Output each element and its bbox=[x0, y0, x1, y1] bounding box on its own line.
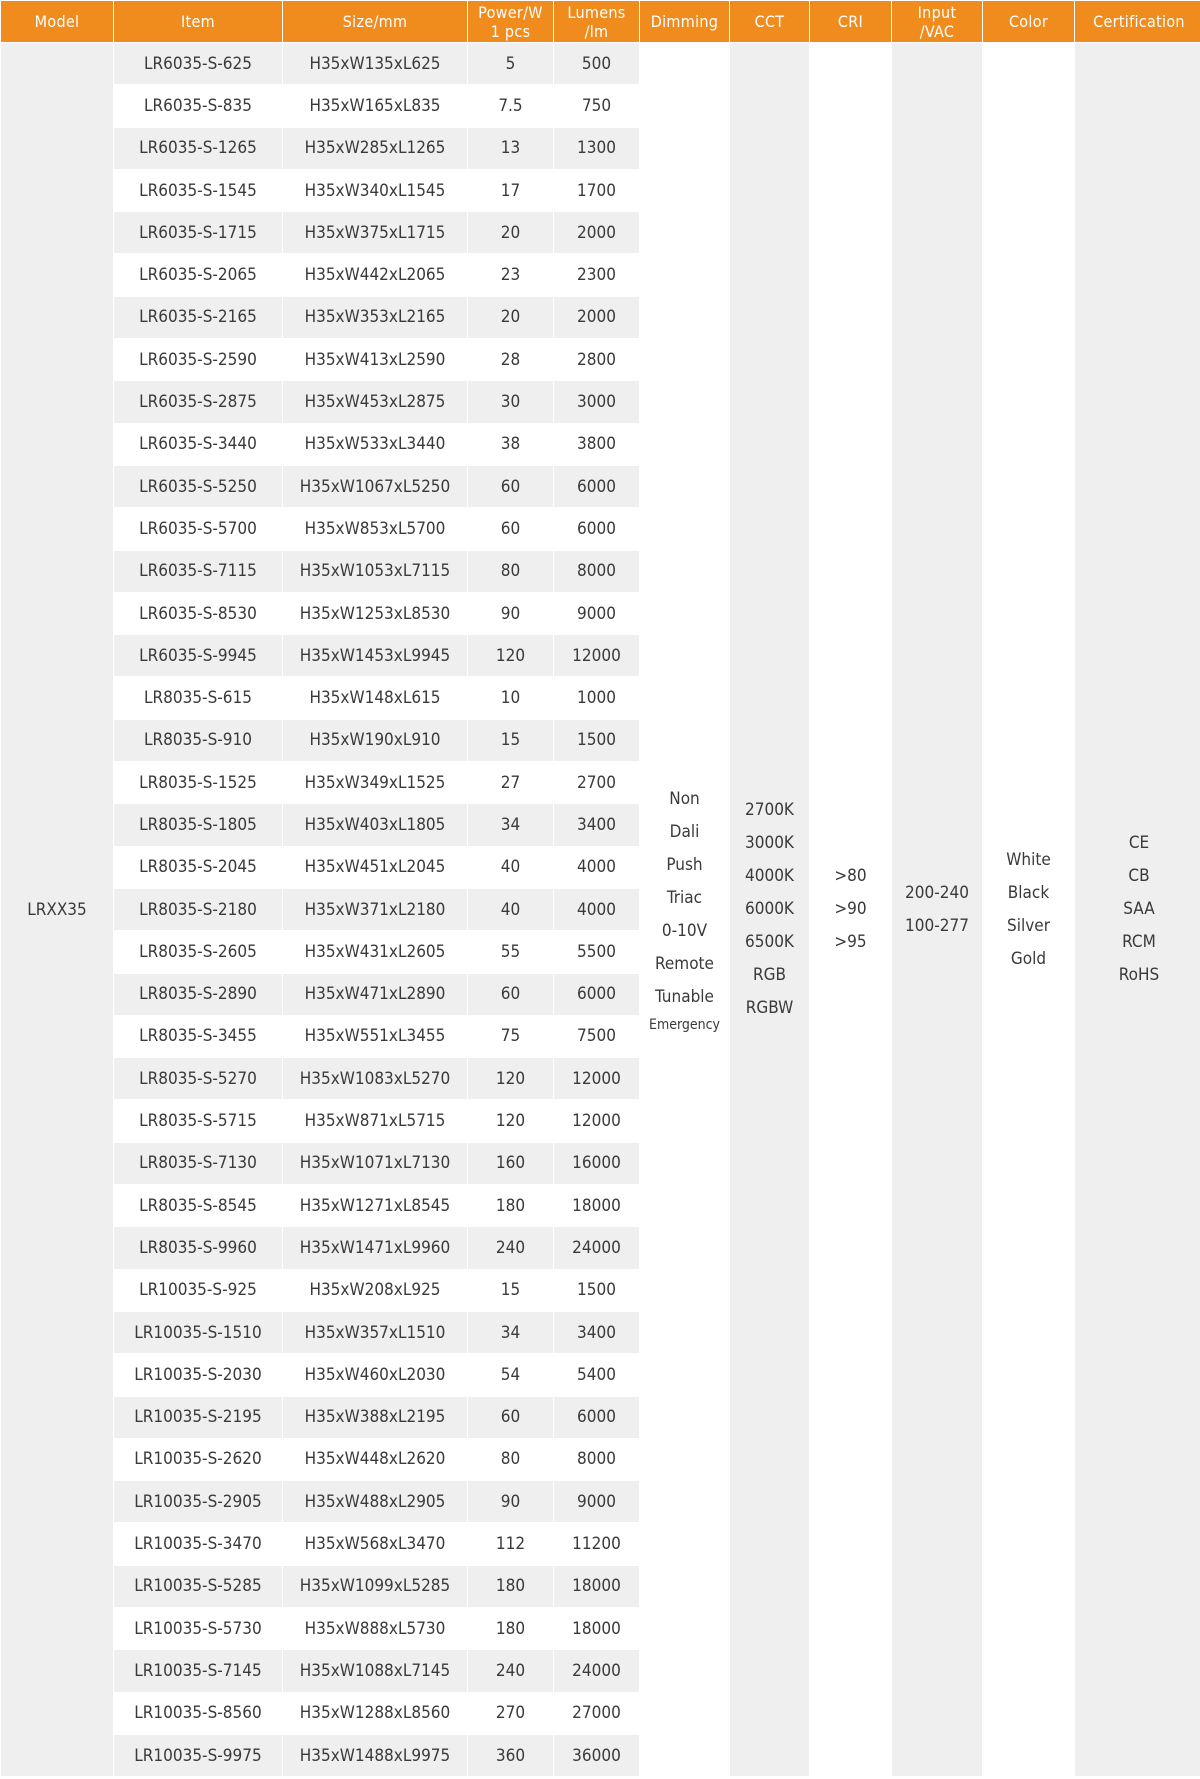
size-cell: H35xW165xL835 bbox=[283, 85, 467, 126]
lumens-cell: 1500 bbox=[554, 1270, 639, 1311]
item-cell: LR10035-S-1510 bbox=[114, 1312, 282, 1353]
item-cell: LR10035-S-2905 bbox=[114, 1481, 282, 1522]
item-cell: LR8035-S-5270 bbox=[114, 1058, 282, 1099]
item-cell: LR6035-S-3440 bbox=[114, 424, 282, 465]
item-cell: LR8035-S-3455 bbox=[114, 1016, 282, 1057]
lumens-cell: 18000 bbox=[554, 1608, 639, 1649]
lumens-cell: 18000 bbox=[554, 1566, 639, 1607]
header-item: Item bbox=[114, 1, 282, 42]
certification-cell bbox=[1075, 43, 1200, 1776]
color-value: Gold bbox=[1010, 948, 1047, 969]
item-cell: LR6035-S-9945 bbox=[114, 635, 282, 676]
size-cell: H35xW1288xL8560 bbox=[283, 1693, 467, 1734]
size-cell: H35xW353xL2165 bbox=[283, 297, 467, 338]
power-cell: 112 bbox=[468, 1523, 553, 1564]
size-cell: H35xW1471xL9960 bbox=[283, 1227, 467, 1268]
power-cell: 160 bbox=[468, 1143, 553, 1184]
lumens-cell: 2300 bbox=[554, 254, 639, 295]
item-cell: LR10035-S-9975 bbox=[114, 1735, 282, 1776]
cri-value: >95 bbox=[834, 932, 867, 953]
power-cell: 10 bbox=[468, 677, 553, 718]
cct-value: 3000K bbox=[745, 833, 794, 854]
lumens-cell: 27000 bbox=[554, 1693, 639, 1734]
lumens-cell: 3800 bbox=[554, 424, 639, 465]
lumens-cell: 2800 bbox=[554, 339, 639, 380]
size-cell: H35xW190xL910 bbox=[283, 720, 467, 761]
power-cell: 90 bbox=[468, 593, 553, 634]
header-cri: CRI bbox=[810, 1, 891, 42]
certification-value: SAA bbox=[1123, 899, 1155, 920]
cct-value: 6500K bbox=[745, 932, 794, 953]
item-cell: LR10035-S-5730 bbox=[114, 1608, 282, 1649]
size-cell: H35xW285xL1265 bbox=[283, 128, 467, 169]
item-cell: LR6035-S-1715 bbox=[114, 212, 282, 253]
header-power-line-2: 1 pcs bbox=[490, 21, 531, 41]
power-cell: 5 bbox=[468, 43, 553, 84]
size-cell: H35xW357xL1510 bbox=[283, 1312, 467, 1353]
input-value: 100-277 bbox=[905, 915, 969, 936]
header-input-line-2: /VAC bbox=[919, 21, 955, 41]
header-dimming: Dimming bbox=[640, 1, 729, 42]
item-cell: LR10035-S-925 bbox=[114, 1270, 282, 1311]
lumens-cell: 2700 bbox=[554, 762, 639, 803]
size-cell: H35xW1099xL5285 bbox=[283, 1566, 467, 1607]
cri-value: >90 bbox=[834, 899, 867, 920]
lumens-cell: 18000 bbox=[554, 1185, 639, 1226]
size-cell: H35xW388xL2195 bbox=[283, 1397, 467, 1438]
power-cell: 7.5 bbox=[468, 85, 553, 126]
power-cell: 40 bbox=[468, 847, 553, 888]
power-cell: 60 bbox=[468, 508, 553, 549]
power-cell: 34 bbox=[468, 804, 553, 845]
power-cell: 120 bbox=[468, 1058, 553, 1099]
dimming-value: Emergency bbox=[648, 1017, 721, 1034]
power-cell: 40 bbox=[468, 889, 553, 930]
power-cell: 54 bbox=[468, 1354, 553, 1395]
power-cell: 180 bbox=[468, 1608, 553, 1649]
item-cell: LR6035-S-2065 bbox=[114, 254, 282, 295]
color-value: Silver bbox=[1007, 915, 1050, 936]
size-cell: H35xW551xL3455 bbox=[283, 1016, 467, 1057]
item-cell: LR8035-S-2890 bbox=[114, 974, 282, 1015]
size-cell: H35xW442xL2065 bbox=[283, 254, 467, 295]
size-cell: H35xW460xL2030 bbox=[283, 1354, 467, 1395]
power-cell: 20 bbox=[468, 212, 553, 253]
item-cell: LR8035-S-7130 bbox=[114, 1143, 282, 1184]
power-cell: 23 bbox=[468, 254, 553, 295]
lumens-cell: 1500 bbox=[554, 720, 639, 761]
size-cell: H35xW135xL625 bbox=[283, 43, 467, 84]
size-cell: H35xW451xL2045 bbox=[283, 847, 467, 888]
lumens-cell: 6000 bbox=[554, 466, 639, 507]
certification-value: CB bbox=[1128, 866, 1150, 887]
item-cell: LR8035-S-1805 bbox=[114, 804, 282, 845]
lumens-cell: 8000 bbox=[554, 1439, 639, 1480]
power-cell: 34 bbox=[468, 1312, 553, 1353]
power-cell: 20 bbox=[468, 297, 553, 338]
size-cell: H35xW349xL1525 bbox=[283, 762, 467, 803]
lumens-cell: 4000 bbox=[554, 889, 639, 930]
lumens-cell: 24000 bbox=[554, 1227, 639, 1268]
power-cell: 27 bbox=[468, 762, 553, 803]
item-cell: LR8035-S-910 bbox=[114, 720, 282, 761]
certification-value: RoHS bbox=[1118, 965, 1160, 986]
lumens-cell: 2000 bbox=[554, 297, 639, 338]
color-value: Black bbox=[1007, 882, 1050, 903]
power-cell: 80 bbox=[468, 551, 553, 592]
power-cell: 60 bbox=[468, 466, 553, 507]
power-cell: 38 bbox=[468, 424, 553, 465]
size-cell: H35xW1253xL8530 bbox=[283, 593, 467, 634]
item-cell: LR6035-S-2165 bbox=[114, 297, 282, 338]
size-cell: H35xW403xL1805 bbox=[283, 804, 467, 845]
power-cell: 60 bbox=[468, 974, 553, 1015]
dimming-value: Remote bbox=[655, 954, 714, 975]
size-cell: H35xW1083xL5270 bbox=[283, 1058, 467, 1099]
power-cell: 17 bbox=[468, 170, 553, 211]
item-cell: LR8035-S-2045 bbox=[114, 847, 282, 888]
lumens-cell: 6000 bbox=[554, 508, 639, 549]
item-cell: LR6035-S-2875 bbox=[114, 381, 282, 422]
cct-cell bbox=[730, 43, 809, 1776]
color-value: White bbox=[1006, 849, 1051, 870]
size-cell: H35xW888xL5730 bbox=[283, 1608, 467, 1649]
header-power bbox=[468, 1, 553, 42]
item-cell: LR10035-S-2620 bbox=[114, 1439, 282, 1480]
lumens-cell: 1000 bbox=[554, 677, 639, 718]
size-cell: H35xW533xL3440 bbox=[283, 424, 467, 465]
item-cell: LR6035-S-835 bbox=[114, 85, 282, 126]
lumens-cell: 1700 bbox=[554, 170, 639, 211]
size-cell: H35xW208xL925 bbox=[283, 1270, 467, 1311]
power-cell: 180 bbox=[468, 1185, 553, 1226]
color-cell bbox=[983, 43, 1074, 1776]
size-cell: H35xW148xL615 bbox=[283, 677, 467, 718]
header-input bbox=[892, 1, 982, 42]
power-cell: 28 bbox=[468, 339, 553, 380]
size-cell: H35xW371xL2180 bbox=[283, 889, 467, 930]
header-color: Color bbox=[983, 1, 1074, 42]
input-cell bbox=[892, 43, 982, 1776]
lumens-cell: 5400 bbox=[554, 1354, 639, 1395]
item-cell: LR8035-S-5715 bbox=[114, 1100, 282, 1141]
cri-cell bbox=[810, 43, 891, 1776]
lumens-cell: 6000 bbox=[554, 974, 639, 1015]
dimming-value: Dali bbox=[669, 822, 700, 843]
lumens-cell: 5500 bbox=[554, 931, 639, 972]
lumens-cell: 9000 bbox=[554, 593, 639, 634]
cct-value: RGB bbox=[753, 965, 786, 986]
size-cell: H35xW375xL1715 bbox=[283, 212, 467, 253]
header-size: Size/mm bbox=[283, 1, 467, 42]
item-cell: LR8035-S-9960 bbox=[114, 1227, 282, 1268]
header-certification: Certification bbox=[1075, 1, 1200, 42]
power-cell: 240 bbox=[468, 1227, 553, 1268]
item-cell: LR10035-S-8560 bbox=[114, 1693, 282, 1734]
size-cell: H35xW340xL1545 bbox=[283, 170, 467, 211]
item-cell: LR6035-S-625 bbox=[114, 43, 282, 84]
item-cell: LR10035-S-7145 bbox=[114, 1650, 282, 1691]
lumens-cell: 3000 bbox=[554, 381, 639, 422]
lumens-cell: 16000 bbox=[554, 1143, 639, 1184]
power-cell: 60 bbox=[468, 1397, 553, 1438]
lumens-cell: 750 bbox=[554, 85, 639, 126]
power-cell: 15 bbox=[468, 720, 553, 761]
size-cell: H35xW1453xL9945 bbox=[283, 635, 467, 676]
power-cell: 80 bbox=[468, 1439, 553, 1480]
power-cell: 120 bbox=[468, 1100, 553, 1141]
item-cell: LR6035-S-5700 bbox=[114, 508, 282, 549]
power-cell: 90 bbox=[468, 1481, 553, 1522]
input-value: 200-240 bbox=[905, 882, 969, 903]
item-cell: LR8035-S-8545 bbox=[114, 1185, 282, 1226]
header-lumens-line-2: /lm bbox=[584, 21, 609, 41]
lumens-cell: 9000 bbox=[554, 1481, 639, 1522]
model-cell: LRXX35 bbox=[1, 43, 113, 1776]
size-cell: H35xW448xL2620 bbox=[283, 1439, 467, 1480]
size-cell: H35xW453xL2875 bbox=[283, 381, 467, 422]
item-cell: LR10035-S-2195 bbox=[114, 1397, 282, 1438]
item-cell: LR6035-S-1265 bbox=[114, 128, 282, 169]
lumens-cell: 3400 bbox=[554, 804, 639, 845]
lumens-cell: 2000 bbox=[554, 212, 639, 253]
lumens-cell: 12000 bbox=[554, 1058, 639, 1099]
item-cell: LR6035-S-5250 bbox=[114, 466, 282, 507]
power-cell: 270 bbox=[468, 1693, 553, 1734]
dimming-value: Triac bbox=[666, 888, 703, 909]
item-cell: LR6035-S-7115 bbox=[114, 551, 282, 592]
size-cell: H35xW1271xL8545 bbox=[283, 1185, 467, 1226]
header-input-line-1: Input bbox=[917, 2, 957, 22]
item-cell: LR8035-S-2180 bbox=[114, 889, 282, 930]
lumens-cell: 24000 bbox=[554, 1650, 639, 1691]
lumens-cell: 1300 bbox=[554, 128, 639, 169]
item-cell: LR6035-S-2590 bbox=[114, 339, 282, 380]
header-model: Model bbox=[1, 1, 113, 42]
dimming-value: Non bbox=[669, 789, 700, 810]
cct-value: 6000K bbox=[745, 899, 794, 920]
header-power-line-1: Power/W bbox=[478, 2, 543, 22]
item-cell: LR10035-S-3470 bbox=[114, 1523, 282, 1564]
size-cell: H35xW1071xL7130 bbox=[283, 1143, 467, 1184]
size-cell: H35xW471xL2890 bbox=[283, 974, 467, 1015]
header-lumens-line-1: Lumens bbox=[567, 2, 626, 22]
cct-value: 2700K bbox=[745, 800, 794, 821]
lumens-cell: 7500 bbox=[554, 1016, 639, 1057]
size-cell: H35xW413xL2590 bbox=[283, 339, 467, 380]
header-row bbox=[1, 1, 1200, 42]
size-cell: H35xW1488xL9975 bbox=[283, 1735, 467, 1776]
item-cell: LR10035-S-2030 bbox=[114, 1354, 282, 1395]
certification-value: CE bbox=[1128, 833, 1150, 854]
lumens-cell: 4000 bbox=[554, 847, 639, 888]
lumens-cell: 8000 bbox=[554, 551, 639, 592]
power-cell: 180 bbox=[468, 1566, 553, 1607]
dimming-value: 0-10V bbox=[661, 921, 708, 942]
cct-value: 4000K bbox=[745, 866, 794, 887]
lumens-cell: 36000 bbox=[554, 1735, 639, 1776]
header-lumens bbox=[554, 1, 639, 42]
cct-value: RGBW bbox=[745, 998, 794, 1019]
header-cct: CCT bbox=[730, 1, 809, 42]
size-cell: H35xW871xL5715 bbox=[283, 1100, 467, 1141]
table-row bbox=[1, 43, 1200, 84]
lumens-cell: 12000 bbox=[554, 1100, 639, 1141]
power-cell: 360 bbox=[468, 1735, 553, 1776]
power-cell: 75 bbox=[468, 1016, 553, 1057]
item-cell: LR8035-S-2605 bbox=[114, 931, 282, 972]
lumens-cell: 6000 bbox=[554, 1397, 639, 1438]
item-cell: LR8035-S-615 bbox=[114, 677, 282, 718]
certification-value: RCM bbox=[1122, 932, 1156, 953]
item-cell: LR6035-S-1545 bbox=[114, 170, 282, 211]
size-cell: H35xW488xL2905 bbox=[283, 1481, 467, 1522]
lumens-cell: 3400 bbox=[554, 1312, 639, 1353]
dimming-value: Tunable bbox=[655, 987, 714, 1008]
power-cell: 120 bbox=[468, 635, 553, 676]
lumens-cell: 12000 bbox=[554, 635, 639, 676]
item-cell: LR6035-S-8530 bbox=[114, 593, 282, 634]
size-cell: H35xW1067xL5250 bbox=[283, 466, 467, 507]
size-cell: H35xW853xL5700 bbox=[283, 508, 467, 549]
lumens-cell: 11200 bbox=[554, 1523, 639, 1564]
power-cell: 55 bbox=[468, 931, 553, 972]
lumens-cell: 500 bbox=[554, 43, 639, 84]
spec-body bbox=[1, 43, 1200, 1776]
power-cell: 13 bbox=[468, 128, 553, 169]
size-cell: H35xW1088xL7145 bbox=[283, 1650, 467, 1691]
dimming-value: Push bbox=[666, 855, 703, 876]
item-cell: LR10035-S-5285 bbox=[114, 1566, 282, 1607]
dimming-cell bbox=[640, 43, 729, 1776]
cri-value: >80 bbox=[834, 866, 867, 887]
power-cell: 30 bbox=[468, 381, 553, 422]
size-cell: H35xW1053xL7115 bbox=[283, 551, 467, 592]
power-cell: 15 bbox=[468, 1270, 553, 1311]
size-cell: H35xW568xL3470 bbox=[283, 1523, 467, 1564]
item-cell: LR8035-S-1525 bbox=[114, 762, 282, 803]
power-cell: 240 bbox=[468, 1650, 553, 1691]
size-cell: H35xW431xL2605 bbox=[283, 931, 467, 972]
